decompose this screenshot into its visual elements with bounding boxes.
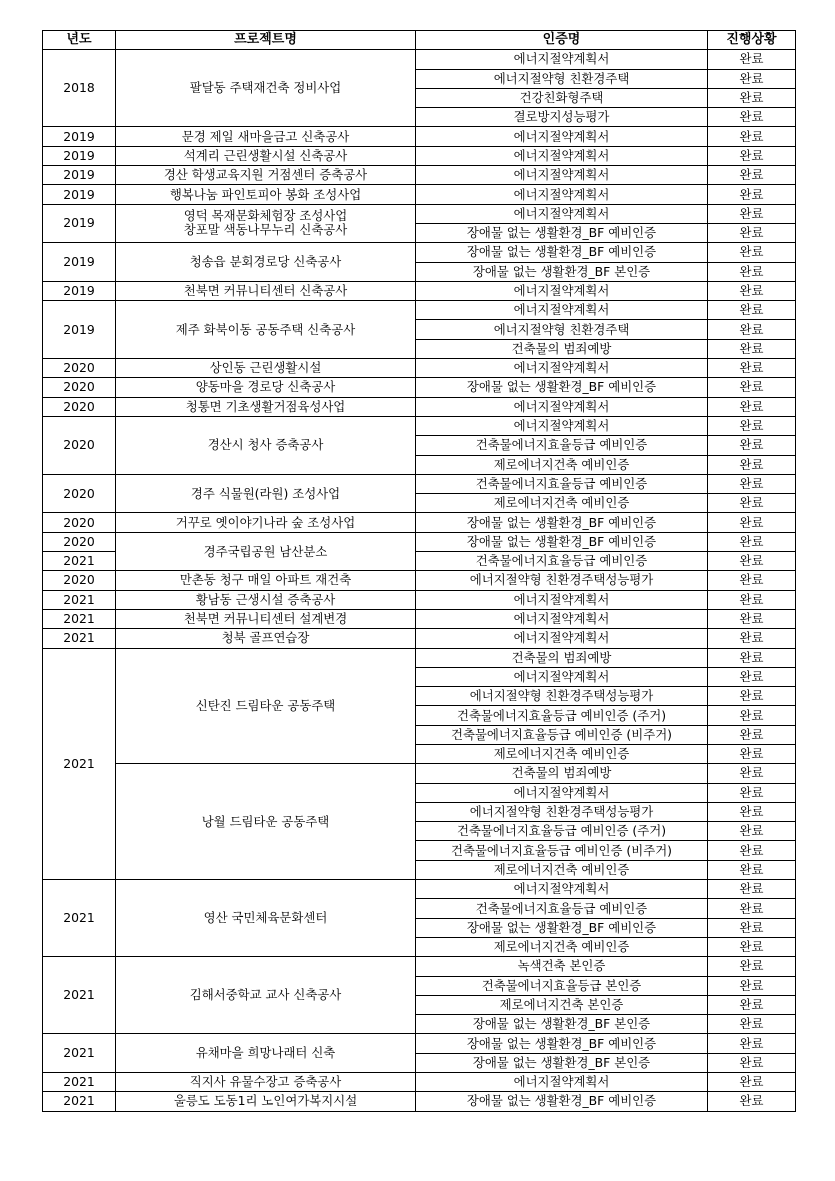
cert-name-cell: 에너지절약계획서 [416, 204, 708, 223]
cert-name-cell: 에너지절약계획서 [416, 166, 708, 185]
table-row [43, 378, 796, 397]
cert-name-cell: 에너지절약계획서 [416, 783, 708, 802]
project-name-line: 신탄진 드림타운 공동주택 [195, 697, 336, 713]
project-name-line: 황남동 근생시설 증축공사 [195, 591, 336, 607]
year-cell: 2019 [43, 281, 116, 300]
table-row [43, 397, 796, 416]
project-name-cell [116, 474, 416, 513]
cert-name-cell: 에너지절약형 친환경주택성능평가 [416, 571, 708, 590]
status-cell: 완료 [708, 185, 796, 204]
table-row [43, 1034, 796, 1053]
cert-name-cell: 장애물 없는 생활환경_BF 예비인증 [416, 918, 708, 937]
table-row [43, 571, 796, 590]
cert-name-cell: 에너지절약형 친환경주택 [416, 320, 708, 339]
status-cell: 완료 [708, 50, 796, 69]
project-name-cell [116, 416, 416, 474]
cert-name-cell: 에너지절약형 친환경주택성능평가 [416, 687, 708, 706]
status-cell: 완료 [708, 648, 796, 667]
table-body [43, 50, 796, 1111]
project-name-cell [116, 243, 416, 282]
year-cell: 2020 [43, 397, 116, 416]
status-cell: 완료 [708, 860, 796, 879]
cert-name-cell: 에너지절약계획서 [416, 416, 708, 435]
project-name-line: 양동마을 경로당 신축공사 [195, 379, 336, 395]
status-cell: 완료 [708, 1015, 796, 1034]
cert-name-cell: 에너지절약계획서 [416, 185, 708, 204]
project-name-cell [116, 204, 416, 243]
status-cell: 완료 [708, 223, 796, 242]
header-year: 년도 [43, 31, 116, 50]
year-cell: 2019 [43, 185, 116, 204]
status-cell: 완료 [708, 918, 796, 937]
status-cell: 완료 [708, 378, 796, 397]
cert-name-cell: 건축물에너지효율등급 예비인증 [416, 899, 708, 918]
cert-name-cell: 에너지절약계획서 [416, 880, 708, 899]
year-cell: 2021 [43, 1034, 116, 1073]
status-cell: 완료 [708, 455, 796, 474]
status-cell: 완료 [708, 88, 796, 107]
year-cell: 2019 [43, 146, 116, 165]
project-name-cell [116, 50, 416, 127]
status-cell: 완료 [708, 436, 796, 455]
cert-name-cell: 제로에너지건축 예비인증 [416, 860, 708, 879]
table-row [43, 1073, 796, 1092]
status-cell: 완료 [708, 281, 796, 300]
status-cell: 완료 [708, 243, 796, 262]
project-name-line: 청북 골프연습장 [221, 630, 310, 646]
header-status: 진행상황 [708, 31, 796, 50]
project-name-cell [116, 146, 416, 165]
project-name-line: 낭월 드림타운 공동주택 [201, 813, 330, 829]
table-row [43, 513, 796, 532]
year-cell: 2020 [43, 416, 116, 474]
table-header-row [43, 31, 796, 50]
status-cell: 완료 [708, 204, 796, 223]
project-name-cell [116, 301, 416, 359]
project-name-cell [116, 378, 416, 397]
cert-name-cell: 건축물에너지효율등급 예비인증 [416, 474, 708, 493]
cert-name-cell: 에너지절약계획서 [416, 301, 708, 320]
status-cell: 완료 [708, 1092, 796, 1111]
project-name-cell [116, 1034, 416, 1073]
cert-name-cell: 에너지절약계획서 [416, 127, 708, 146]
project-name-line: 제주 화북이동 공동주택 신축공사 [175, 321, 356, 337]
table-row [43, 629, 796, 648]
status-cell: 완료 [708, 937, 796, 956]
year-cell: 2019 [43, 204, 116, 243]
cert-name-cell: 에너지절약형 친환경주택성능평가 [416, 802, 708, 821]
project-name-line: 거꾸로 옛이야기나라 숲 조성사업 [175, 514, 356, 530]
year-cell: 2019 [43, 243, 116, 282]
project-name-cell [116, 127, 416, 146]
project-name-line: 석계리 근린생활시설 신축공사 [183, 147, 348, 163]
table-row [43, 416, 796, 435]
table-row [43, 764, 796, 783]
year-cell: 2019 [43, 166, 116, 185]
status-cell: 완료 [708, 397, 796, 416]
table-row [43, 609, 796, 628]
table-row [43, 590, 796, 609]
cert-name-cell: 제로에너지건축 예비인증 [416, 744, 708, 763]
project-name-cell [116, 1073, 416, 1092]
year-cell: 2020 [43, 378, 116, 397]
year-cell: 2018 [43, 50, 116, 127]
cert-name-cell: 제로에너지건축 예비인증 [416, 494, 708, 513]
year-cell: 2019 [43, 127, 116, 146]
table-row [43, 243, 796, 262]
cert-name-cell: 건축물에너지효율등급 예비인증 [416, 436, 708, 455]
year-cell: 2019 [43, 301, 116, 359]
status-cell: 완료 [708, 359, 796, 378]
year-cell: 2020 [43, 474, 116, 513]
project-name-cell [116, 281, 416, 300]
table-row [43, 474, 796, 493]
project-name-line: 청송읍 분회경로당 신축공사 [189, 254, 342, 270]
project-name-line: 김해서중학교 교사 신축공사 [189, 987, 342, 1003]
cert-name-cell: 장애물 없는 생활환경_BF 예비인증 [416, 243, 708, 262]
cert-name-cell: 건축물에너지효율등급 예비인증 (비주거) [416, 725, 708, 744]
status-cell: 완료 [708, 706, 796, 725]
project-name-line: 팔달동 주택재건축 정비사업 [189, 80, 342, 96]
status-cell: 완료 [708, 301, 796, 320]
project-name-line: 천북면 커뮤니티센터 설계변경 [183, 611, 348, 627]
cert-name-cell: 건축물의 범죄예방 [416, 648, 708, 667]
cert-name-cell: 장애물 없는 생활환경_BF 예비인증 [416, 223, 708, 242]
status-cell: 완료 [708, 687, 796, 706]
cert-name-cell: 에너지절약계획서 [416, 50, 708, 69]
project-name-cell [116, 764, 416, 880]
project-name-cell [116, 532, 416, 571]
status-cell: 완료 [708, 166, 796, 185]
status-cell: 완료 [708, 899, 796, 918]
status-cell: 완료 [708, 880, 796, 899]
table-row [43, 166, 796, 185]
year-cell: 2020 [43, 359, 116, 378]
project-name-line: 문경 제일 새마을금고 신축공사 [181, 128, 350, 144]
status-cell: 완료 [708, 725, 796, 744]
status-cell: 완료 [708, 69, 796, 88]
project-name-line: 청통면 기초생활거점육성사업 [185, 398, 346, 414]
project-name-line: 행복나눔 파인토피아 봉화 조성사업 [169, 186, 362, 202]
status-cell: 완료 [708, 1034, 796, 1053]
cert-name-cell: 건축물에너지효율등급 예비인증 (주거) [416, 822, 708, 841]
cert-name-cell: 에너지절약계획서 [416, 397, 708, 416]
cert-name-cell: 장애물 없는 생활환경_BF 본인증 [416, 262, 708, 281]
project-name-line: 상인동 근린생활시설 [209, 360, 322, 376]
status-cell: 완료 [708, 590, 796, 609]
status-cell: 완료 [708, 609, 796, 628]
cert-name-cell: 제로에너지건축 본인증 [416, 995, 708, 1014]
cert-name-cell: 장애물 없는 생활환경_BF 예비인증 [416, 1092, 708, 1111]
project-name-line: 경주 식물원(라원) 조성사업 [190, 485, 341, 501]
cert-name-cell: 장애물 없는 생활환경_BF 예비인증 [416, 513, 708, 532]
cert-name-cell: 건축물에너지효율등급 예비인증 [416, 552, 708, 571]
status-cell: 완료 [708, 744, 796, 763]
cert-name-cell: 건축물의 범죄예방 [416, 764, 708, 783]
status-cell: 완료 [708, 976, 796, 995]
status-cell: 완료 [708, 494, 796, 513]
cert-name-cell: 에너지절약계획서 [416, 281, 708, 300]
status-cell: 완료 [708, 474, 796, 493]
cert-name-cell: 에너지절약계획서 [416, 359, 708, 378]
status-cell: 완료 [708, 146, 796, 165]
project-name-cell [116, 590, 416, 609]
cert-name-cell: 건축물에너지효율등급 본인증 [416, 976, 708, 995]
project-name-cell [116, 880, 416, 957]
project-name-cell [116, 629, 416, 648]
cert-name-cell: 에너지절약형 친환경주택 [416, 69, 708, 88]
cert-name-cell: 결로방지성능평가 [416, 108, 708, 127]
cert-name-cell: 에너지절약계획서 [416, 629, 708, 648]
project-name-line: 울릉도 도동1리 노인여가복지시설 [173, 1093, 358, 1109]
cert-name-cell: 건축물에너지효율등급 예비인증 (비주거) [416, 841, 708, 860]
status-cell: 완료 [708, 957, 796, 976]
year-cell: 2021 [43, 1092, 116, 1111]
project-name-cell [116, 513, 416, 532]
cert-name-cell: 에너지절약계획서 [416, 590, 708, 609]
project-name-line: 영덕 목재문화체험장 조성사업 [183, 208, 348, 224]
cert-name-cell: 장애물 없는 생활환경_BF 본인증 [416, 1015, 708, 1034]
status-cell: 완료 [708, 841, 796, 860]
cert-name-cell: 에너지절약계획서 [416, 146, 708, 165]
status-cell: 완료 [708, 764, 796, 783]
table-row [43, 359, 796, 378]
status-cell: 완료 [708, 339, 796, 358]
cert-name-cell: 에너지절약계획서 [416, 667, 708, 686]
status-cell: 완료 [708, 127, 796, 146]
status-cell: 완료 [708, 416, 796, 435]
year-cell: 2021 [43, 880, 116, 957]
table-row [43, 532, 796, 551]
header-cert: 인증명 [416, 31, 708, 50]
table-row [43, 281, 796, 300]
status-cell: 완료 [708, 262, 796, 281]
year-cell: 2021 [43, 590, 116, 609]
table-row [43, 146, 796, 165]
project-name-cell [116, 571, 416, 590]
project-name-cell [116, 185, 416, 204]
table-row [43, 880, 796, 899]
cert-name-cell: 장애물 없는 생활환경_BF 본인증 [416, 1053, 708, 1072]
status-cell: 완료 [708, 552, 796, 571]
status-cell: 완료 [708, 629, 796, 648]
cert-name-cell: 장애물 없는 생활환경_BF 예비인증 [416, 378, 708, 397]
project-name-cell [116, 648, 416, 764]
status-cell: 완료 [708, 802, 796, 821]
year-cell: 2021 [43, 1073, 116, 1092]
cert-name-cell: 에너지절약계획서 [416, 1073, 708, 1092]
year-cell: 2021 [43, 648, 116, 880]
cert-name-cell: 에너지절약계획서 [416, 609, 708, 628]
cert-name-cell: 건축물에너지효율등급 예비인증 (주거) [416, 706, 708, 725]
year-cell: 2021 [43, 629, 116, 648]
project-name-line: 영산 국민체육문화센터 [203, 910, 328, 926]
project-name-line: 경주국립공원 남산분소 [203, 543, 328, 559]
status-cell: 완료 [708, 1073, 796, 1092]
status-cell: 완료 [708, 822, 796, 841]
status-cell: 완료 [708, 513, 796, 532]
status-cell: 완료 [708, 108, 796, 127]
project-name-line: 만촌동 청구 매일 아파트 재건축 [179, 572, 352, 588]
year-cell: 2021 [43, 552, 116, 571]
certification-table [42, 30, 796, 1112]
table-row [43, 185, 796, 204]
table-row [43, 204, 796, 223]
project-name-cell [116, 166, 416, 185]
project-name-line: 경산시 청사 증축공사 [207, 437, 324, 453]
project-name-line: 유채마을 희망나래터 신축 [195, 1045, 336, 1061]
project-name-cell [116, 957, 416, 1034]
year-cell: 2020 [43, 571, 116, 590]
project-name-line: 경산 학생교육지원 거점센터 증축공사 [163, 167, 368, 183]
year-cell: 2020 [43, 532, 116, 551]
status-cell: 완료 [708, 1053, 796, 1072]
table-row [43, 301, 796, 320]
cert-name-cell: 장애물 없는 생활환경_BF 예비인증 [416, 532, 708, 551]
table-row [43, 957, 796, 976]
table-row [43, 127, 796, 146]
table-row [43, 648, 796, 667]
status-cell: 완료 [708, 532, 796, 551]
table-row [43, 1092, 796, 1111]
status-cell: 완료 [708, 571, 796, 590]
project-name-cell [116, 397, 416, 416]
cert-name-cell: 제로에너지건축 예비인증 [416, 455, 708, 474]
status-cell: 완료 [708, 320, 796, 339]
table-row [43, 50, 796, 69]
project-name-cell [116, 609, 416, 628]
status-cell: 완료 [708, 783, 796, 802]
cert-name-cell: 건축물의 범죄예방 [416, 339, 708, 358]
year-cell: 2021 [43, 609, 116, 628]
cert-name-cell: 건강친화형주택 [416, 88, 708, 107]
year-cell: 2021 [43, 957, 116, 1034]
project-name-cell [116, 359, 416, 378]
status-cell: 완료 [708, 995, 796, 1014]
year-cell: 2020 [43, 513, 116, 532]
project-name-line: 직지사 유물수장고 증축공사 [189, 1074, 342, 1090]
project-name-line: 창포말 색동나무누리 신축공사 [183, 222, 348, 238]
project-name-cell [116, 1092, 416, 1111]
cert-name-cell: 제로에너지건축 예비인증 [416, 937, 708, 956]
cert-name-cell: 장애물 없는 생활환경_BF 예비인증 [416, 1034, 708, 1053]
header-project: 프로젝트명 [116, 31, 416, 50]
status-cell: 완료 [708, 667, 796, 686]
cert-name-cell: 녹색건축 본인증 [416, 957, 708, 976]
project-name-line: 천북면 커뮤니티센터 신축공사 [183, 283, 348, 298]
